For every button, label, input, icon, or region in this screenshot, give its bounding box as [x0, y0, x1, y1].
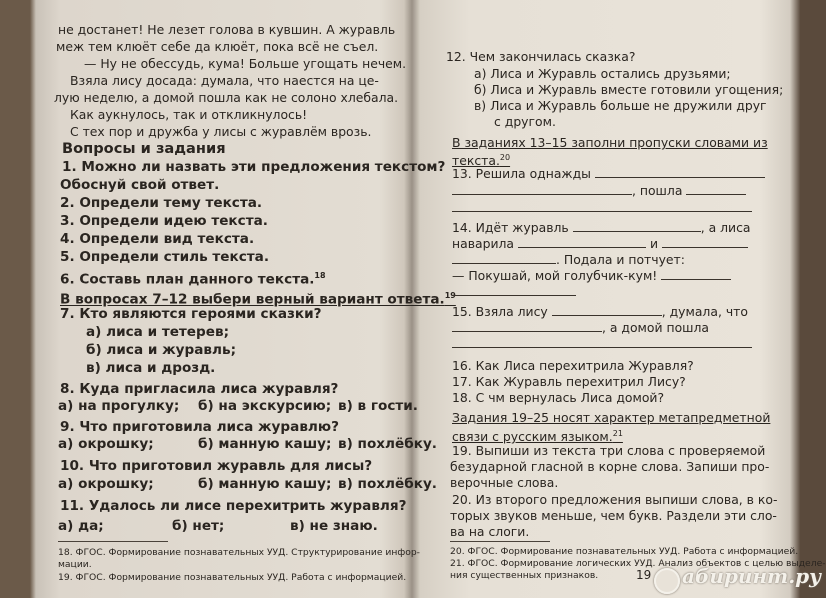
option: в) не знаю.: [290, 518, 378, 534]
blank-line[interactable]: [452, 252, 556, 264]
question-13-cont: [452, 200, 752, 215]
question-11: 11. Удалось ли лисе перехитрить журавля?: [60, 498, 407, 514]
question-20: ва на слоги.: [450, 524, 530, 539]
story-line: Взяла лису досада: думала, что наестся на це-: [70, 73, 379, 88]
question-text: наварила: [452, 236, 515, 251]
option: а) на прогулку;: [58, 398, 180, 414]
task-item: 5. Определи стиль текста.: [60, 249, 270, 265]
blank-line[interactable]: [686, 183, 746, 195]
blank-line[interactable]: [661, 268, 731, 280]
left-page: [40, 0, 456, 598]
blank-line[interactable]: [552, 304, 662, 316]
option: а) Лиса и Журавль остались друзьями;: [474, 66, 731, 81]
blank-line[interactable]: [573, 220, 701, 232]
story-line: — Ну не обессудь, кума! Больше угощать нечем.: [84, 56, 407, 71]
story-line: Как аукнулось, так и откликнулось!: [70, 107, 308, 122]
footnote-ref: 21: [612, 429, 623, 438]
option: б) манную кашу;: [198, 476, 332, 492]
option: в) лиса и дрозд.: [86, 360, 216, 376]
question-19: безударной гласной в корне слова. Запиши про-: [450, 459, 770, 474]
instruction-text: связи с русским языком.: [452, 429, 613, 445]
question-14-cont: [452, 252, 685, 267]
question-text: , а домой пошла: [602, 320, 710, 335]
question-text: , пошла: [632, 183, 683, 198]
blank-line[interactable]: [452, 183, 632, 195]
question-10: 10. Что приготовил журавль для лисы?: [60, 458, 373, 474]
option: б) нет;: [172, 518, 225, 534]
instruction: [452, 426, 623, 444]
question-text: 15. Взяла лису: [452, 304, 548, 319]
instruction-text: текста.: [452, 153, 500, 169]
option: в) в гости.: [338, 398, 418, 414]
option: б) Лиса и Журавль вместе готовили угощения;: [474, 82, 784, 97]
blank-line[interactable]: [452, 200, 752, 212]
section-heading: Вопросы и задания: [62, 140, 226, 157]
question-text: 14. Идёт журавль: [452, 220, 569, 235]
task-text: 6. Составь план данного текста.: [60, 271, 315, 288]
instruction: Задания 19–25 носят характер метапредметной: [452, 410, 771, 425]
question-12: 12. Чем закончилась сказка?: [446, 49, 636, 64]
footnote: 19. ФГОС. Формирование познавательных УУД. Работа с информацией.: [58, 572, 407, 583]
story-line: С тех пор и дружба у лисы с журавлём врозь.: [70, 124, 372, 139]
task-item: [60, 267, 326, 289]
blank-line[interactable]: [662, 236, 748, 248]
question-14-cont: [452, 284, 576, 299]
option: б) манную кашу;: [198, 436, 332, 452]
footnote: 18. ФГОС. Формирование познавательных УУД. Структурирование инфор-: [58, 547, 420, 558]
question-text: — Покушай, мой голубчик-кум!: [452, 268, 658, 283]
question-19: верочные слова.: [450, 475, 559, 490]
footnote-ref: 20: [499, 153, 511, 162]
watermark: абиринт.ру: [682, 564, 822, 588]
footnote: 21. ФГОС. Формирование логических УУД. Анализ объектов с целью выделе-: [450, 558, 826, 569]
watermark-logo-icon: [654, 568, 680, 594]
story-line: не достанет! Не лезет голова в кувшин. А журавль: [58, 22, 396, 37]
footnote-ref: 18: [314, 271, 326, 280]
question-9: 9. Что приготовила лиса журавлю?: [60, 419, 339, 435]
footnote: мации.: [58, 559, 92, 570]
option: б) лиса и журавль;: [86, 342, 237, 358]
blank-line[interactable]: [518, 236, 646, 248]
task-item: 2. Определи тему текста.: [60, 195, 263, 211]
question-14-cont: [452, 268, 731, 283]
question-text: , а лиса: [700, 220, 751, 235]
blank-line[interactable]: [452, 336, 752, 348]
option: а) лиса и тетерев;: [86, 324, 230, 340]
blank-line[interactable]: [452, 320, 602, 332]
question-20: 20. Из второго предложения выпиши слова, в ко-: [452, 492, 778, 507]
question-14: [452, 220, 751, 235]
footnote: ния существенных признаков.: [450, 570, 599, 581]
instruction-text: В вопросах 7–12 выбери верный вариант ответа.: [60, 291, 445, 308]
task-item: 4. Определи вид текста.: [60, 231, 255, 247]
option: а) да;: [58, 518, 104, 534]
option: в) похлёбку.: [338, 476, 437, 492]
question-text: . Подала и потчует:: [556, 252, 685, 267]
blank-line[interactable]: [452, 284, 576, 296]
page-number: 19: [636, 568, 652, 582]
question-15: [452, 304, 748, 319]
option: в) похлёбку.: [338, 436, 437, 452]
question-14-cont: [452, 236, 748, 251]
blank-line[interactable]: [595, 166, 765, 178]
option: в) Лиса и Журавль больше не дружили друг: [474, 98, 767, 113]
task-item: 3. Определи идею текста.: [60, 213, 268, 229]
story-line: лую неделю, а домой пошла как не солоно хлебала.: [54, 90, 399, 105]
question-8: 8. Куда пригласила лиса журавля?: [60, 381, 339, 397]
task-item: 1. Можно ли назвать эти предложения текстом?: [62, 159, 446, 175]
question-15-cont: [452, 336, 752, 351]
question-13: [452, 166, 765, 181]
right-page: [430, 0, 826, 598]
option: с другом.: [494, 114, 556, 129]
option: а) окрошку;: [58, 476, 154, 492]
question-19: 19. Выпиши из текста три слова с проверяемой: [452, 443, 766, 458]
question-20: торых звуков меньше, чем букв. Раздели эти сло-: [450, 508, 777, 523]
task-item: Обоснуй свой ответ.: [60, 177, 220, 193]
question-15-cont: [452, 320, 709, 335]
story-line: меж тем клюёт себе да клюёт, пока всё не съел.: [56, 39, 379, 54]
instruction: В заданиях 13–15 заполни пропуски словами из: [452, 135, 768, 150]
option: а) окрошку;: [58, 436, 154, 452]
option: б) на экскурсию;: [198, 398, 332, 414]
footnote-ref: 19: [444, 291, 456, 300]
footnote-divider: [450, 541, 550, 542]
question-18: 18. С чм вернулась Лиса домой?: [452, 390, 665, 405]
question-16: 16. Как Лиса перехитрила Журавля?: [452, 358, 694, 373]
question-17: 17. Как Журавль перехитрил Лису?: [452, 374, 686, 389]
footnote: 20. ФГОС. Формирование познавательных УУД. Работа с информацией.: [450, 546, 799, 557]
question-7: 7. Кто являются героями сказки?: [60, 306, 322, 322]
question-13-cont: [452, 183, 746, 198]
question-text: 13. Решила однажды: [452, 166, 591, 181]
footnote-divider: [58, 541, 168, 542]
question-text: и: [649, 236, 658, 251]
question-text: , думала, что: [661, 304, 748, 319]
